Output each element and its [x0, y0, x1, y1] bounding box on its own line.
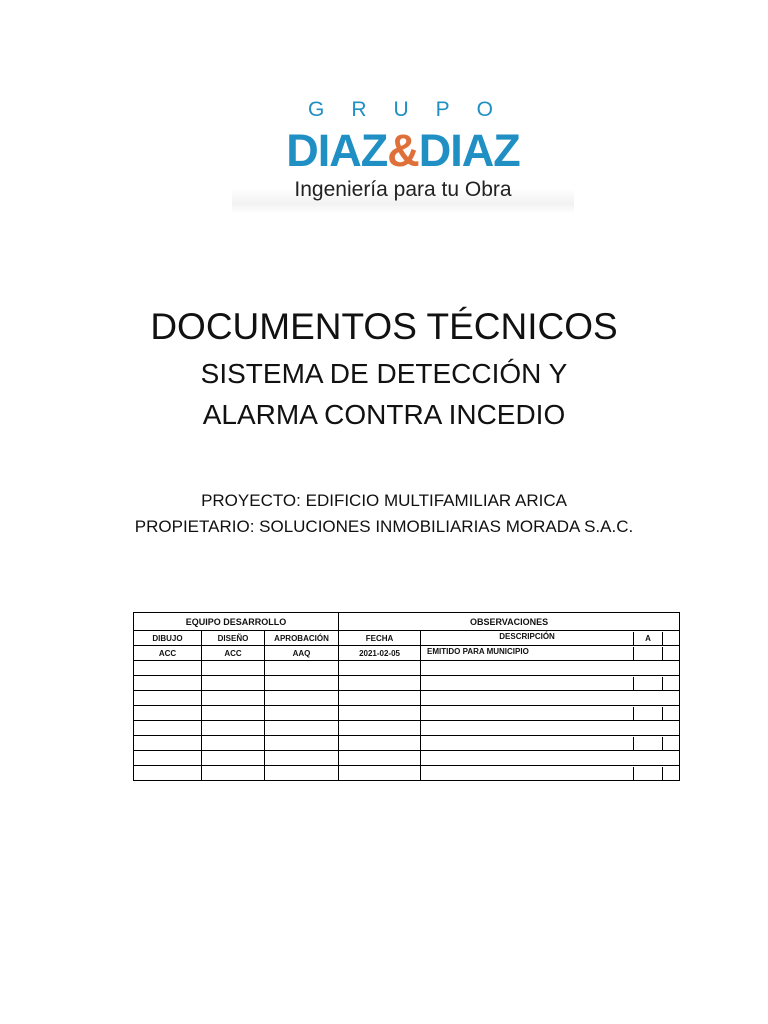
- table-column-header-row: [134, 631, 680, 646]
- cell-date: [339, 721, 421, 736]
- cell-description: [421, 691, 680, 706]
- cell-drawing: [134, 676, 202, 691]
- cell-date: [339, 706, 421, 721]
- cell-date: [339, 751, 421, 766]
- header-design: DISEÑO: [202, 631, 265, 646]
- cell-approval: [265, 736, 339, 751]
- cell-approval: [265, 691, 339, 706]
- cell-date: [339, 766, 421, 781]
- logo-grupo-text: GRUPO: [307, 98, 520, 121]
- logo-brand-ampersand: &: [387, 125, 419, 176]
- cell-description: [421, 646, 680, 661]
- logo-brand-name: [232, 125, 574, 177]
- header-drawing: DIBUJO: [134, 631, 202, 646]
- cell-description: [421, 736, 680, 751]
- cell-approval: [265, 751, 339, 766]
- table-row: [134, 661, 680, 676]
- cell-approval: [265, 676, 339, 691]
- cell-drawing: [134, 751, 202, 766]
- cell-revision: [633, 767, 663, 780]
- table-row: [134, 676, 680, 691]
- cell-design: [202, 751, 265, 766]
- table-row: [134, 751, 680, 766]
- table-row: [134, 736, 680, 751]
- cell-description: [421, 661, 680, 676]
- table-row: [134, 706, 680, 721]
- cell-approval: [265, 766, 339, 781]
- cell-approval: [265, 706, 339, 721]
- cell-drawing: [134, 766, 202, 781]
- cell-design: [202, 676, 265, 691]
- cell-revision: [633, 737, 663, 750]
- cell-approval: [265, 721, 339, 736]
- cell-design: [202, 766, 265, 781]
- table-row: [134, 646, 680, 661]
- logo-brand-left: DIAZ: [286, 125, 388, 176]
- company-logo: [232, 86, 574, 214]
- cell-design: [202, 706, 265, 721]
- document-subtitle-line2: ALARMA CONTRA INCEDIO: [202, 399, 566, 430]
- header-approval: APROBACIÓN: [265, 631, 339, 646]
- team-group-header: EQUIPO DESARROLLO: [134, 613, 339, 631]
- header-revision: A: [633, 632, 663, 645]
- table-group-header-row: [134, 613, 680, 631]
- revision-table: [133, 612, 680, 781]
- logo-brand-right: DIAZ: [418, 125, 520, 176]
- cell-revision: [633, 707, 663, 720]
- table-row: [134, 691, 680, 706]
- cell-description: [421, 766, 680, 781]
- cell-description: [421, 706, 680, 721]
- table-row: [134, 721, 680, 736]
- cell-design: [202, 691, 265, 706]
- notes-group-header: OBSERVACIONES: [339, 613, 680, 631]
- header-description-cell: [421, 631, 680, 646]
- cell-date: 2021-02-05: [339, 646, 421, 661]
- cell-date: [339, 691, 421, 706]
- cell-approval: [265, 661, 339, 676]
- cell-design: [202, 661, 265, 676]
- cell-date: [339, 676, 421, 691]
- cell-design: [202, 736, 265, 751]
- cell-revision: [633, 647, 663, 660]
- cell-description: [421, 721, 680, 736]
- cell-drawing: [134, 691, 202, 706]
- cell-date: [339, 661, 421, 676]
- cell-design: ACC: [202, 646, 265, 661]
- logo-tagline: Ingeniería para tu Obra: [294, 178, 512, 201]
- cell-description: [421, 751, 680, 766]
- project-name: PROYECTO: EDIFICIO MULTIFAMILIAR ARICA: [201, 491, 567, 510]
- table-row: [134, 766, 680, 781]
- document-title: DOCUMENTOS TÉCNICOS: [150, 306, 618, 347]
- document-subtitle-line1: SISTEMA DE DETECCIÓN Y: [200, 358, 568, 389]
- cell-date: [339, 736, 421, 751]
- cell-design: [202, 721, 265, 736]
- cell-drawing: [134, 736, 202, 751]
- header-description: DESCRIPCIÓN: [499, 631, 555, 641]
- cell-approval: AAQ: [265, 646, 339, 661]
- cell-description-text: EMITIDO PARA MUNICIPIO: [427, 646, 529, 656]
- cell-drawing: [134, 706, 202, 721]
- header-date: FECHA: [339, 631, 421, 646]
- cell-drawing: [134, 661, 202, 676]
- cell-drawing: [134, 721, 202, 736]
- project-owner: PROPIETARIO: SOLUCIONES INMOBILIARIAS MORADA S.A.C.: [134, 517, 634, 536]
- cell-drawing: ACC: [134, 646, 202, 661]
- cell-description: [421, 676, 680, 691]
- cell-revision: [633, 677, 663, 690]
